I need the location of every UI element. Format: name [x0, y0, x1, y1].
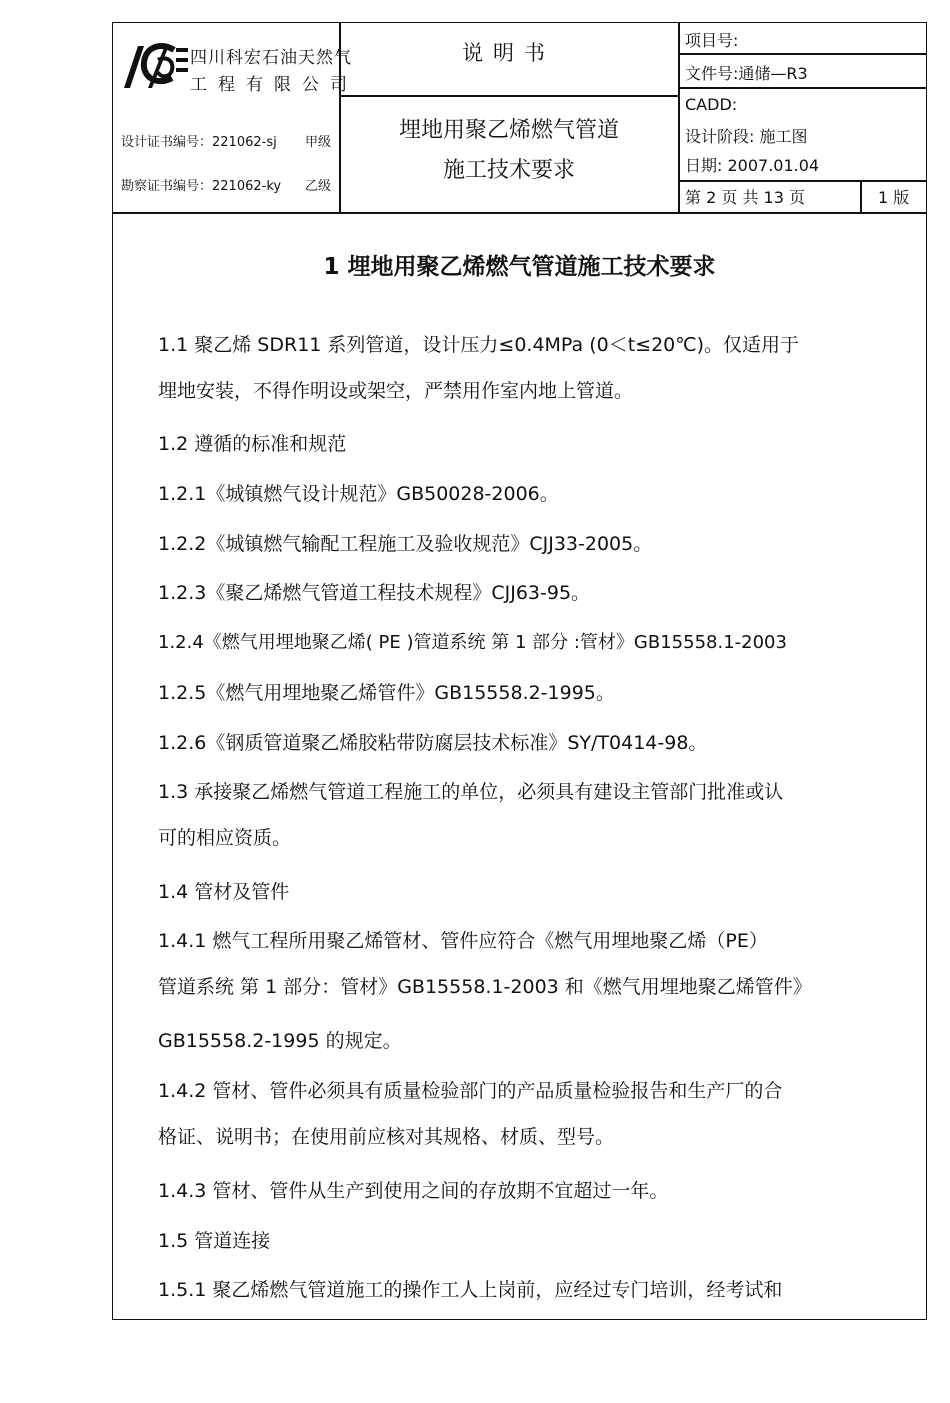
- body-line: 1.2.1《城镇燃气设计规范》GB50028-2006。: [158, 483, 559, 505]
- project-number: 项目号:: [685, 31, 739, 50]
- file-number: 文件号:通储—R3: [685, 64, 808, 83]
- meta-line-3: [678, 180, 927, 182]
- issue-date: 日期: 2007.01.04: [685, 156, 820, 175]
- body-line: 格证、说明书；在使用前应核对其规格、材质、型号。: [158, 1126, 615, 1148]
- design-cert-grade: 甲级: [305, 135, 332, 150]
- body-line: 1.2.4《燃气用埋地聚乙烯( PE )管道系统 第 1 部分 :管材》GB15558.1-2003: [158, 632, 787, 653]
- body-line: 1.2.5《燃气用埋地聚乙烯管件》GB15558.2-1995。: [158, 682, 615, 704]
- survey-cert-grade: 乙级: [305, 179, 332, 194]
- body-line: 1.4.3 管材、管件从生产到使用之间的存放期不宜超过一年。: [158, 1180, 669, 1202]
- design-cert-number: 设计证书编号：221062-sj: [121, 135, 277, 150]
- body-line: 1.5 管道连接: [158, 1230, 271, 1252]
- version-divider: [860, 180, 862, 213]
- doc-title-line1: 埋地用聚乙烯燃气管道: [398, 118, 619, 143]
- body-line: 1.2.2《城镇燃气输配工程施工及验收规范》CJJ33-2005。: [158, 533, 653, 555]
- doc-type-line: [339, 95, 679, 97]
- survey-cert-number: 勘察证书编号：221062-ky: [121, 179, 282, 194]
- body-line: 管道系统 第 1 部分：管材》GB15558.1-2003 和《燃气用埋地聚乙烯管件》: [158, 976, 812, 998]
- body-line: 1.4.2 管材、管件必须具有质量检验部门的产品质量检验报告和生产厂的合: [158, 1080, 783, 1102]
- page-indicator: 第 2 页 共 13 页: [685, 188, 805, 207]
- body-line: 1.3 承接聚乙烯燃气管道工程施工的单位，必须具有建设主管部门批准或认: [158, 781, 784, 803]
- meta-line-1: [678, 53, 927, 55]
- body-line: 1.4.1 燃气工程所用聚乙烯管材、管件应符合《燃气用埋地聚乙烯（PE）: [158, 930, 768, 952]
- body-line: 1.2 遵循的标准和规范: [158, 433, 347, 455]
- body-line: GB15558.2-1995 的规定。: [158, 1030, 402, 1052]
- doc-type-label: 说明书: [462, 41, 555, 65]
- company-name-line2: 工程有限公司: [190, 75, 358, 95]
- meta-line-2: [678, 87, 927, 89]
- body-line: 1.4 管材及管件: [158, 881, 290, 903]
- body-line: 1.5.1 聚乙烯燃气管道施工的操作工人上岗前，应经过专门培训，经考试和: [158, 1279, 783, 1301]
- doc-title-line2: 施工技术要求: [442, 158, 575, 183]
- body-line: 1.2.6《钢质管道聚乙烯胶粘带防腐层技术标准》SY/T0414-98。: [158, 732, 708, 754]
- company-name-line1: 四川科宏石油天然气: [190, 48, 352, 68]
- header-bottom-line: [112, 212, 927, 214]
- section-heading: 1 埋地用聚乙烯燃气管道施工技术要求: [323, 254, 716, 280]
- body-line: 可的相应资质。: [158, 827, 292, 849]
- body-line: 1.2.3《聚乙烯燃气管道工程技术规程》CJJ63-95。: [158, 582, 591, 604]
- company-logo-icon: [118, 40, 190, 92]
- version-label: 1 版: [878, 188, 910, 207]
- body-line: 1.1 聚乙烯 SDR11 系列管道，设计压力≤0.4MPa (0＜t≤20℃)。仅适用于: [158, 334, 800, 356]
- body-line: 埋地安装，不得作明设或架空，严禁用作室内地上管道。: [158, 380, 634, 402]
- header-divider-right: [678, 22, 680, 213]
- cadd-field: CADD:: [685, 95, 738, 114]
- design-stage: 设计阶段: 施工图: [685, 127, 808, 146]
